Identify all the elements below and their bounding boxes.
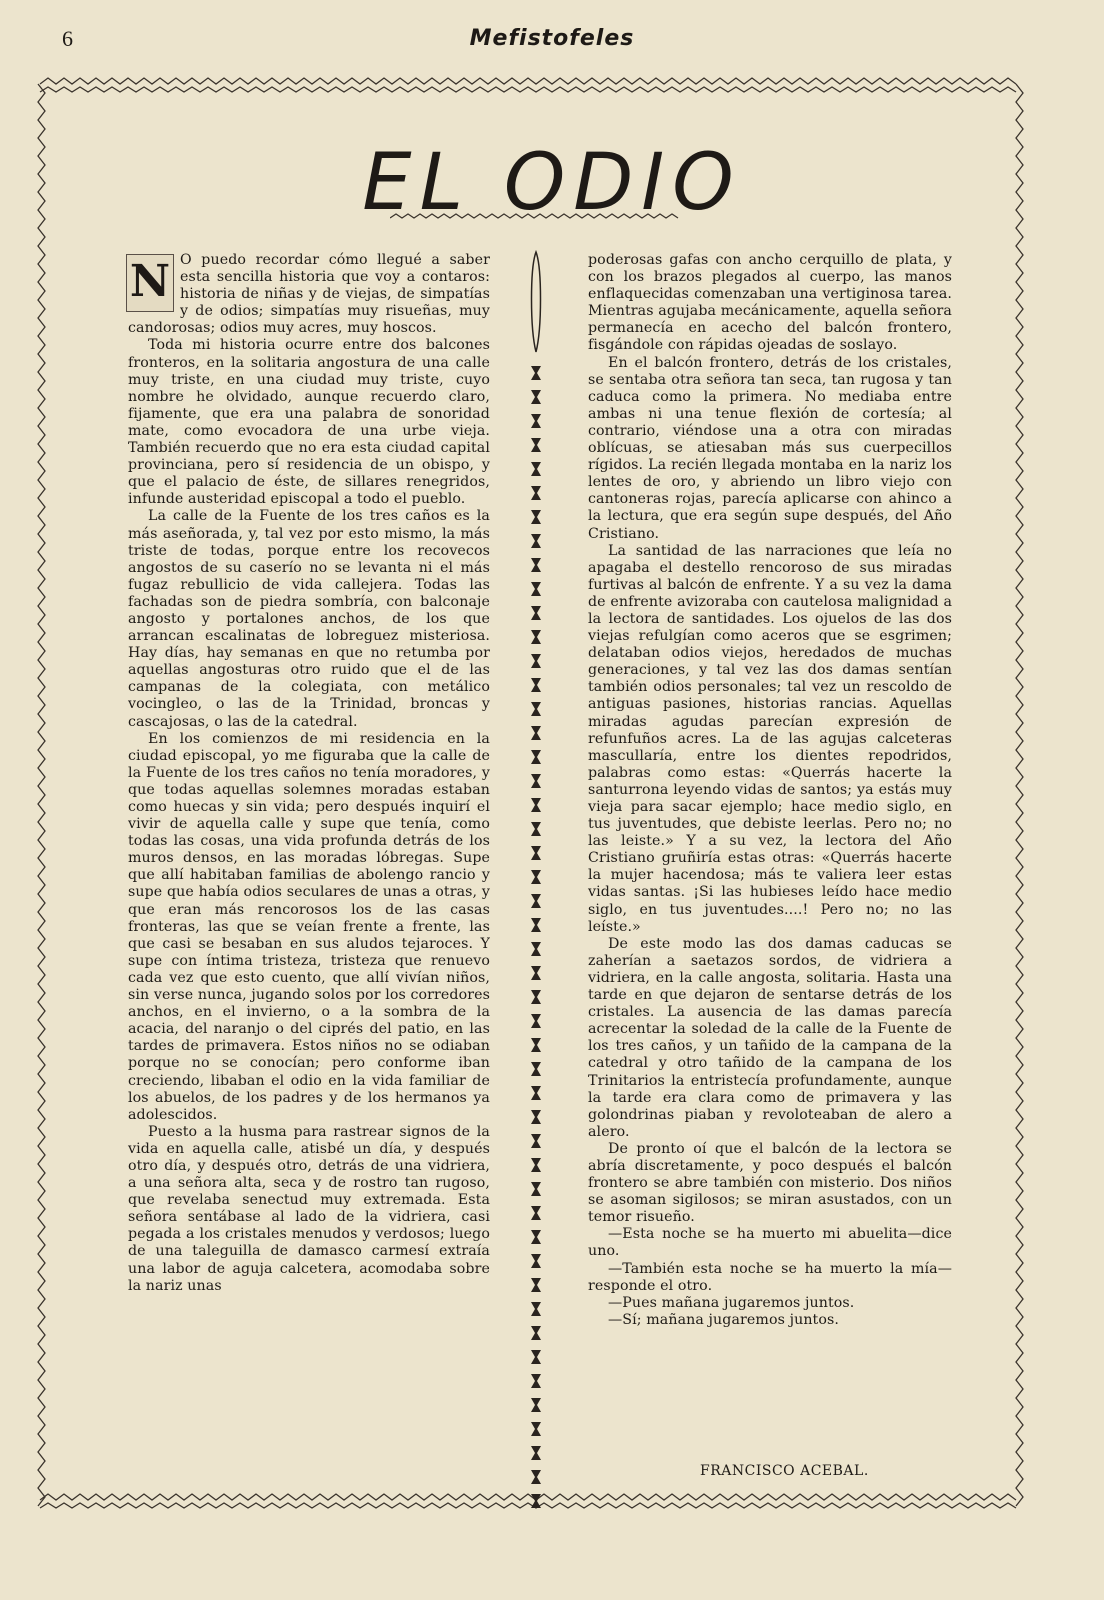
paragraph-2: Toda mi historia ocurre entre dos balcones fronteros, en la solitaria angostura de una calle muy triste, en una ciudad muy triste, cuyo nombre he olvidado, aunque recuerdo claro, fijamente, que era una palabra de sonoridad mate, como evocadora de una urbe vieja. También recuerdo que no era esta ciudad capital provinciana, pero sí residencia de un obispo, y que el palacio de éste, de sillares renegridos, infunde austeridad episcopal a todo el pueblo. bbox=[128, 337, 490, 508]
divider-ornament-mark bbox=[531, 702, 541, 716]
drop-cap: N bbox=[126, 254, 174, 312]
divider-ornament-mark bbox=[531, 1254, 541, 1268]
divider-ornament-mark bbox=[531, 918, 541, 932]
paragraph-6: poderosas gafas con ancho cerquillo de plata, y con los brazos plegados al cuerpo, las manos enflaquecidas comenzaban una vertiginosa tarea. Mientras agujaba mecánicamente, aquella señora permanecía en acecho del balcón frontero, fisgándole con rápidas ojeadas de soslayo. bbox=[588, 252, 952, 354]
divider-ornament-mark bbox=[531, 678, 541, 692]
divider-ornament-mark bbox=[531, 1494, 541, 1508]
divider-ornament-mark bbox=[531, 1398, 541, 1412]
divider-ornament-mark bbox=[531, 1206, 541, 1220]
paragraph-4: En los comienzos de mi residencia en la ciudad episcopal, yo me figuraba que la calle de la Fuente de los tres caños no tenía moradores, y que todas aquellas solemnes moradas estaban como huecas y sin vida; pero después inquirí el vivir de aquella calle y supe que tenía, como todas las cosas, una vida profunda detrás de los muros densos, en las moradas lóbregas. Supe que allí habitaban familias de abolengo rancio y supe que había odios seculares de unas a otras, y que eran más rencorosos los de las casas fronteras, las que se veían frente a frente, las que casi se besaban en sus aludos tejaroces. Y supe con íntima tristeza, tristeza que renuevo cada vez que esto cuento, que allí vivían niños, sin verse nunca, jugando solos por los corredores anchos, en el invierno, o a la sombra de la acacia, del naranjo o del ciprés del patio, en las tardes de primavera. Estos niños no se odiaban porque no se conocían; pero conforme iban creciendo, libaban el odio en la vida familiar de los abuelos, de los padres y de los hermanos ya adolescidos. bbox=[128, 730, 490, 1123]
divider-ornament-mark bbox=[531, 1158, 541, 1172]
divider-ornament-mark bbox=[531, 774, 541, 788]
divider-ornament-mark bbox=[531, 582, 541, 596]
divider-ornament-mark bbox=[531, 1470, 541, 1484]
paragraph-9: De este modo las dos damas caducas se zaherían a saetazos sordos, de vidriera a vidriera, en la calle angosta, solitaria. Hasta una tarde en que dejaron de sentarse detrás de los cristales. La ausencia de las damas parecía acrecentar la soledad de la calle de la Fuente de los tres caños, y un tañido de la campana de la catedral y otro tañido de la campana de los Trinitarios la entristecía profundamente, aunque la tarde era clara como de primavera y las golondrinas piaban y revoloteaban de alero a alero. bbox=[588, 935, 952, 1140]
divider-ornament-mark bbox=[531, 630, 541, 644]
divider-ornament-mark bbox=[531, 1086, 541, 1100]
divider-ornament-mark bbox=[531, 1326, 541, 1340]
right-column bbox=[588, 252, 952, 1329]
column-divider-ornament bbox=[522, 248, 550, 1508]
author-signature: FRANCISCO ACEBAL. bbox=[700, 1463, 869, 1479]
paragraph-1: N O puedo recordar cómo llegué a saber esta sencilla historia que voy a contaros: historia de niñas y de viejas, de simpatías y de odios; simpatías muy risueñas, muy candorosas; odios muy acres, muy hoscos. bbox=[128, 252, 490, 337]
divider-ornament-mark bbox=[531, 366, 541, 380]
magazine-masthead: Mefistofeles bbox=[469, 26, 635, 51]
divider-ornament-mark bbox=[531, 1302, 541, 1316]
divider-ornament-mark bbox=[531, 1374, 541, 1388]
divider-ornament-mark bbox=[531, 534, 541, 548]
title-ornament-rule bbox=[390, 210, 690, 222]
paragraph-8: La santidad de las narraciones que leía no apagaba el destello rencoroso de sus miradas furtivas al balcón de enfrente. Y a su vez la dama de enfrente avizoraba con cautelosa malignidad a la lectora de santidades. Los ojuelos de las dos viejas refulgían como aceros que se esgrimen; delataban odios viejos, heredados de muchas generaciones, y tal vez las dos damas sentían también odios personales; tal vez un rescoldo de antiguas pasiones, historias rancias. Aquellas miradas agudas parecían expresión de refunfuños acres. La de las agujas calceteras mascullaría, entre los dientes repodridos, palabras como estas: «Querrás hacerte la santurrona leyendo vidas de santos; ya estás muy vieja para sacar ejemplo; hace medio siglo, en tus juventudes, que debiste leerlas. Pero no; no las leiste.» Y a su vez, la lectora del Año Cristiano gruñiría estas otras: «Querrás hacerte la mujer hacendosa; más te valiera leer estas vidas santas. ¡Si las hubieses leído hace medio siglo, en tus juventudes....! Pero no; no las leíste.» bbox=[588, 542, 952, 935]
dialogue-1: —Esta noche se ha muerto mi abuelita—dice uno. bbox=[588, 1226, 952, 1260]
divider-ornament-mark bbox=[531, 558, 541, 572]
divider-ornament-mark bbox=[531, 894, 541, 908]
divider-ornament-mark bbox=[531, 966, 541, 980]
dialogue-2: —También esta noche se ha muerto la mía—responde el otro. bbox=[588, 1260, 952, 1294]
page-number: 6 bbox=[62, 26, 73, 51]
divider-ornament-mark bbox=[531, 462, 541, 476]
divider-ornament-mark bbox=[531, 654, 541, 668]
divider-ornament-mark bbox=[531, 1182, 541, 1196]
divider-ornament-mark bbox=[531, 726, 541, 740]
paragraph-5: Puesto a la husma para rastrear signos de la vida en aquella calle, atisbé un día, y después otro día, y después otro, detrás de una vidriera, a una señora alta, seca y de rostro tan rugoso, que revelaba senectud muy extremada. Esta señora sentábase al lado de la vidriera, casi pegada a los cristales menudos y verdosos; luego de una taleguilla de damasco carmesí extraía una labor de aguja calcetera, acomodaba sobre la nariz unas bbox=[128, 1123, 490, 1294]
paragraph-10: De pronto oí que el balcón de la lectora se abría discretamente, y poco después el balcón frontero se abre también con misterio. Dos niños se asoman sigilosos; se miran asustados, con un temor risueño. bbox=[588, 1140, 952, 1226]
divider-ornament-mark bbox=[531, 1350, 541, 1364]
divider-ornament-mark bbox=[531, 750, 541, 764]
dialogue-3: —Pues mañana jugaremos juntos. bbox=[608, 1294, 855, 1311]
divider-ornament-mark bbox=[531, 942, 541, 956]
divider-ornament-mark bbox=[531, 1062, 541, 1076]
divider-ornament-mark bbox=[531, 606, 541, 620]
divider-ornament-mark bbox=[531, 510, 541, 524]
divider-ornament-mark bbox=[531, 798, 541, 812]
divider-ornament-mark bbox=[531, 390, 541, 404]
divider-ornament-mark bbox=[531, 1134, 541, 1148]
article-title: EL ODIO bbox=[362, 138, 742, 228]
divider-ornament-mark bbox=[531, 846, 541, 860]
divider-ornament-mark bbox=[531, 1446, 541, 1460]
divider-ornament-mark bbox=[531, 1230, 541, 1244]
divider-ornament-mark bbox=[531, 1422, 541, 1436]
divider-ornament-mark bbox=[531, 414, 541, 428]
dialogue-4: —Sí; mañana jugaremos juntos. bbox=[608, 1311, 839, 1328]
divider-ornament-mark bbox=[531, 438, 541, 452]
divider-ornament-mark bbox=[531, 1278, 541, 1292]
paragraph-7: En el balcón frontero, detrás de los cristales, se sentaba otra señora tan seca, tan rugosa y tan caduca como la primera. No mediaba entre ambas ni una tenue flexión de cortesía; al contrario, viéndose una a otra con miradas oblícuas, se atiesaban más sus cuerpecillos rígidos. La recién llegada montaba en la nariz los lentes de oro, y abriendo un libro viejo con cantoneras rojas, parecía aplicarse con ahinco a la lectura, que era según supe después, del Año Cristiano. bbox=[588, 354, 952, 542]
divider-ornament-mark bbox=[531, 990, 541, 1004]
left-column bbox=[128, 252, 490, 1295]
divider-ornament-mark bbox=[531, 1038, 541, 1052]
divider-ornament-mark bbox=[531, 822, 541, 836]
divider-ornament-mark bbox=[531, 486, 541, 500]
divider-ornament-mark bbox=[531, 1110, 541, 1124]
divider-ornament-mark bbox=[531, 870, 541, 884]
divider-ornament-mark bbox=[531, 1014, 541, 1028]
paragraph-3: La calle de la Fuente de los tres caños es la más aseñorada, y, tal vez por esto mismo, la más triste de todas, porque entre los recovecos angostos de su caserío no se levanta ni el más fugaz rebullicio de vida callejera. Todas las fachadas son de piedra sombría, con balconaje angosto y portalones anchos, de los que arrancan escalinatas de lobreguez misteriosa. Hay días, hay semanas en que no retumba por aquellas angosturas otro ruido que el de las campanas de la colegiata, con metálico vocingleo, o las de la Trinidad, broncas y cascajosas, o las de la catedral. bbox=[128, 508, 490, 730]
